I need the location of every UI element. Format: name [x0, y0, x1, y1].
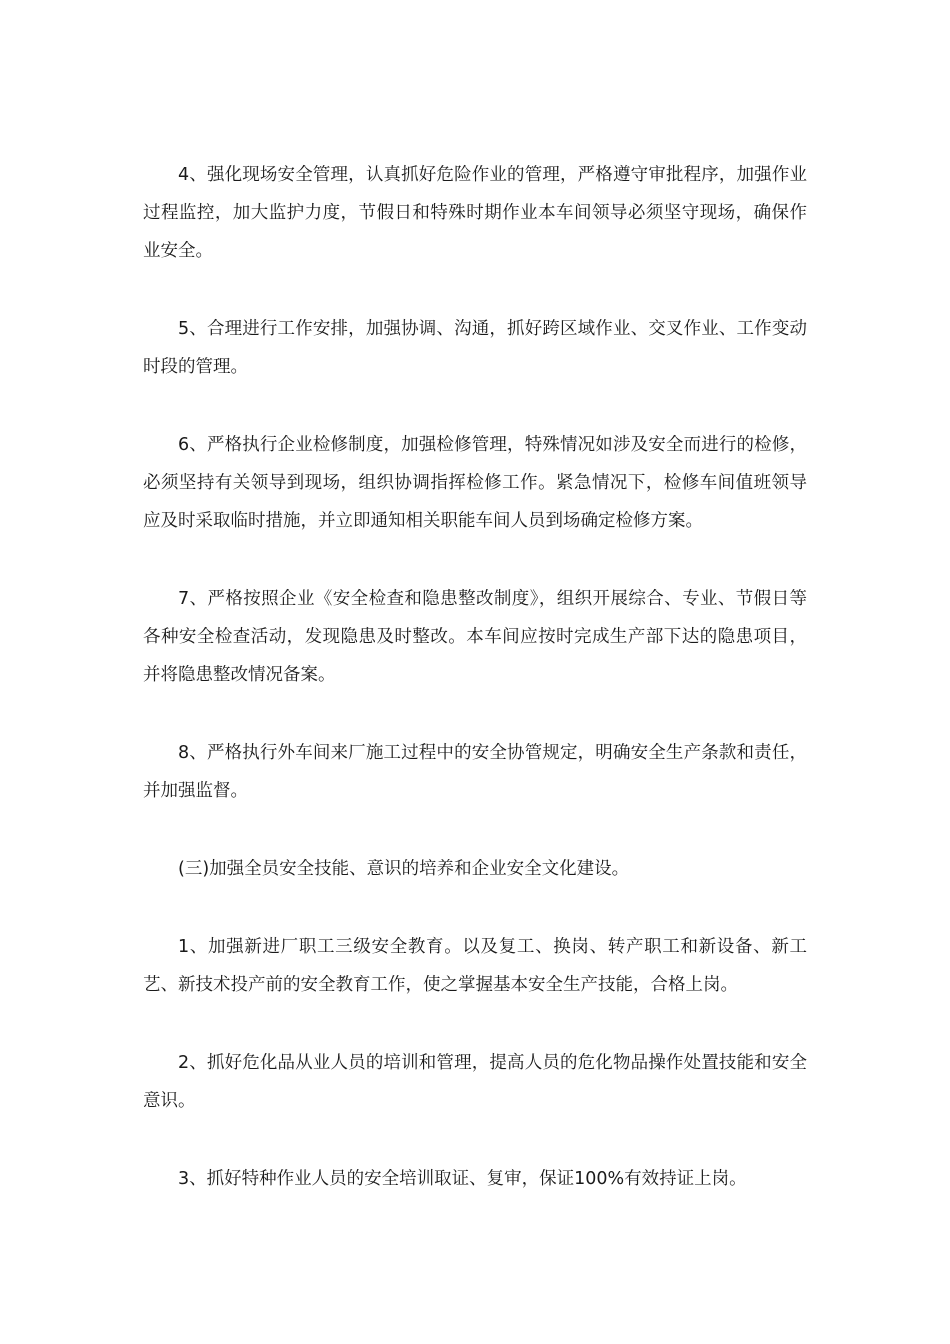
paragraph-item-6: 6、严格执行企业检修制度，加强检修管理，特殊情况如涉及安全而进行的检修，必须坚持有关领导到现场，组织协调指挥检修工作。紧急情况下，检修车间值班领导应及时采取临时措施，并立即通知相关职能车间人员到场确定检修方案。 [143, 435, 807, 531]
paragraph-item-1: 1、加强新进厂职工三级安全教育。以及复工、换岗、转产职工和新设备、新工艺、新技术投产前的安全教育工作，使之掌握基本安全生产技能，合格上岗。 [143, 937, 807, 995]
paragraph-item-3: 3、抓好特种作业人员的安全培训取证、复审，保证100%有效持证上岗。 [178, 1169, 747, 1189]
document-body [143, 156, 807, 1238]
paragraph-item-4: 4、强化现场安全管理，认真抓好危险作业的管理，严格遵守审批程序，加强作业过程监控，加大监护力度，节假日和特殊时期作业本车间领导必须坚守现场，确保作业安全。 [143, 165, 807, 261]
paragraph-item-8: 8、严格执行外车间来厂施工过程中的安全协管规定，明确安全生产条款和责任，并加强监督。 [143, 743, 807, 801]
paragraph-item-5: 5、合理进行工作安排，加强协调、沟通，抓好跨区域作业、交叉作业、工作变动时段的管理。 [143, 319, 807, 377]
paragraph-item-7: 7、严格按照企业《安全检查和隐患整改制度》，组织开展综合、专业、节假日等各种安全检查活动，发现隐患及时整改。本车间应按时完成生产部下达的隐患项目，并将隐患整改情况备案。 [143, 589, 807, 685]
paragraph-item-2: 2、抓好危化品从业人员的培训和管理，提高人员的危化物品操作处置技能和安全意识。 [143, 1053, 807, 1111]
section-heading-3: (三)加强全员安全技能、意识的培养和企业安全文化建设。 [178, 859, 630, 879]
